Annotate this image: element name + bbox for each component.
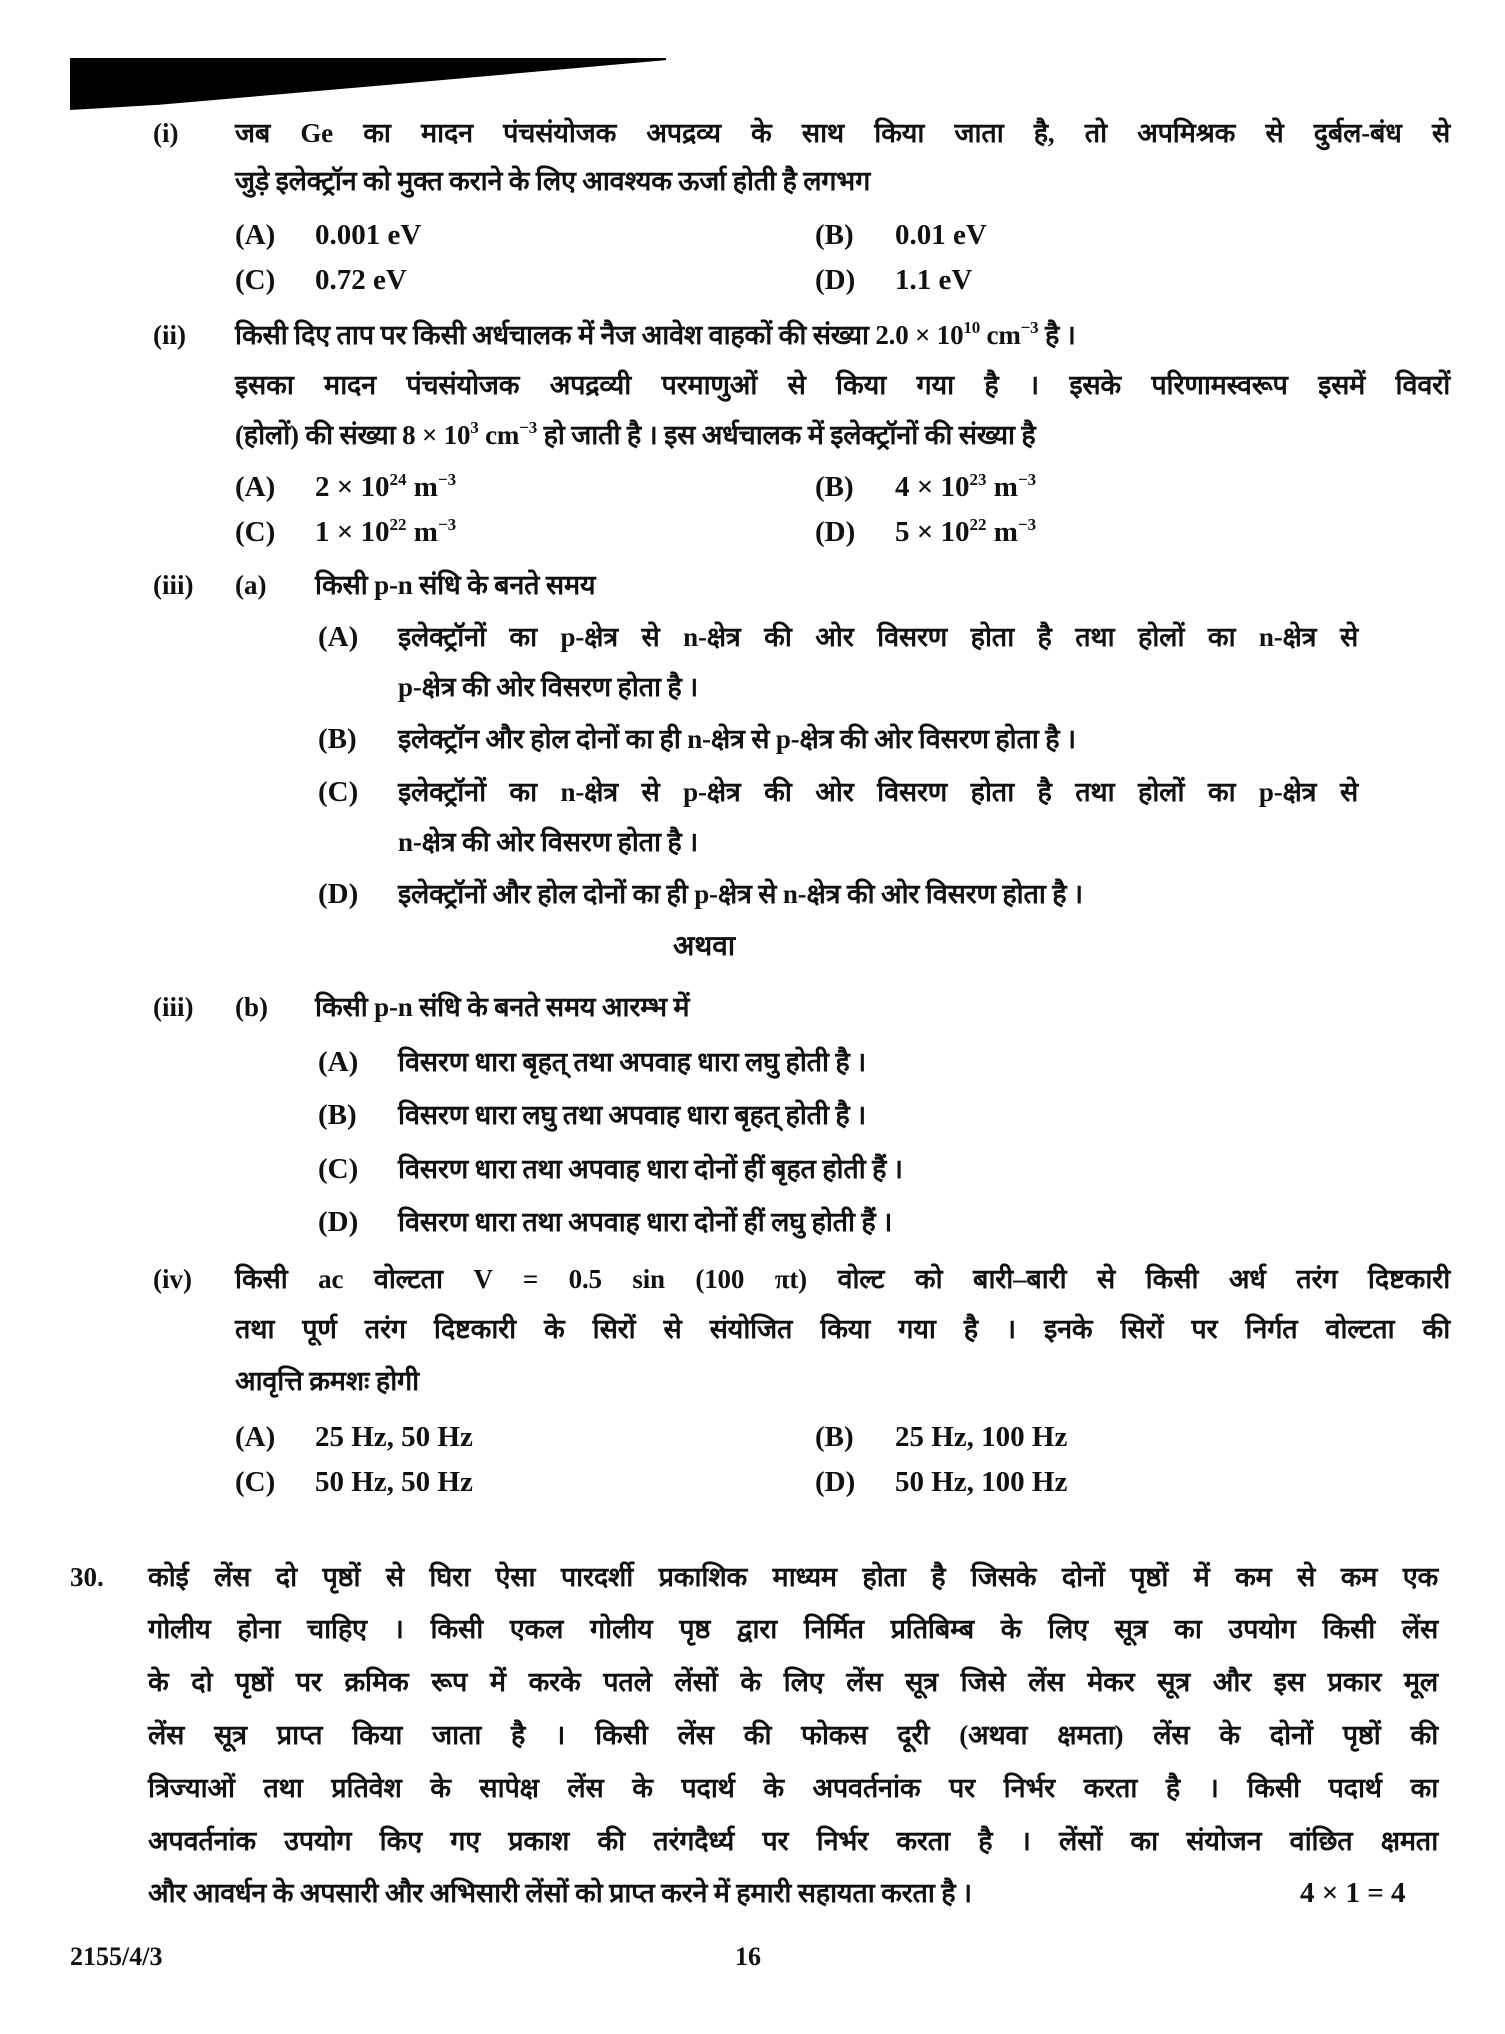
option-a-label: (A) xyxy=(318,1046,359,1078)
option-c-text: विसरण धारा तथा अपवाह धारा दोनों हीं बृहत होती हैं । xyxy=(398,1154,903,1184)
sub-label: (b) xyxy=(235,992,268,1022)
marks: 4 × 1 = 4 xyxy=(1300,1877,1406,1909)
option-b-text: विसरण धारा लघु तथा अपवाह धारा बृहत् होती है । xyxy=(398,1100,867,1130)
option-c-label: (C) xyxy=(318,1153,359,1185)
question-text: जुड़े इलेक्ट्रॉन को मुक्त कराने के लिए आवश्यक ऊर्जा होती है लगभग xyxy=(235,166,871,196)
question-text: जब Ge का मादन पंचसंयोजक अपद्रव्य के साथ किया जाता है, तो अपमिश्रक से दुर्बल-बंध से xyxy=(235,118,1450,148)
question-text: किसी दिए ताप पर किसी अर्धचालक में नैज आवेश वाहकों की संख्या $2.0 \times 10^{10}$ $cm^{-3}$ है । xyxy=(235,318,1076,350)
option-d-text: इलेक्ट्रॉनों और होल दोनों का ही p-क्षेत्र से n-क्षेत्र की ओर विसरण होता है । xyxy=(398,879,1083,909)
option-a-text: विसरण धारा बृहत् तथा अपवाह धारा लघु होती है । xyxy=(398,1047,867,1077)
passage-line: लेंस सूत्र प्राप्त किया जाता है । किसी लेंस की फोकस दूरी (अथवा क्षमता) लेंस के दोनों पृष्ठों की xyxy=(148,1720,1438,1750)
question-number: (iii) xyxy=(153,570,194,600)
question-text: किसी p-n संधि के बनते समय आरम्भ में xyxy=(315,992,690,1022)
question-text: किसी ac वोल्टता V = 0.5 sin (100 πt) वोल्ट को बारी–बारी से किसी अर्ध तरंग दिष्टकारी xyxy=(235,1264,1450,1294)
option-b: (B) 25 Hz, 100 Hz xyxy=(815,1421,1068,1453)
passage-line: अपवर्तनांक उपयोग किए गए प्रकाश की तरंगदैर्ध्य पर निर्भर करता है । लेंसों का संयोजन वांछित क्षमता xyxy=(148,1826,1438,1856)
option-d: (D) 50 Hz, 100 Hz xyxy=(815,1466,1068,1498)
option-a: (A) 0.001 eV xyxy=(235,219,422,251)
option-b: (B) $4 \times 10^{23}$ $m^{-3}$ xyxy=(815,470,1037,503)
option-d-label: (D) xyxy=(318,878,359,910)
question-text: तथा पूर्ण तरंग दिष्टकारी के सिरों से संयोजित किया गया है । इनके सिरों पर निर्गत वोल्टता की xyxy=(235,1314,1450,1344)
passage-line: और आवर्धन के अपसारी और अभिसारी लेंसों को प्राप्त करने में हमारी सहायता करता है । xyxy=(148,1878,972,1908)
page-number: 16 xyxy=(735,1942,761,1971)
option-c-label: (C) xyxy=(318,776,359,808)
option-d-label: (D) xyxy=(318,1206,359,1238)
question-text: आवृत्ति क्रमशः होगी xyxy=(235,1366,419,1396)
question-text: (होलों) की संख्या $8 \times 10^3$ $cm^{-3}$ हो जाती है । इस अर्धचालक में इलेक्ट्रॉनों की संख्या है xyxy=(235,418,1036,450)
question-number: (iii) xyxy=(153,992,194,1022)
paper-code: 2155/4/3 xyxy=(70,1942,163,1971)
option-a: (A) 25 Hz, 50 Hz xyxy=(235,1421,473,1453)
passage-line: त्रिज्याओं तथा प्रतिवेश के सापेक्ष लेंस के पदार्थ के अपवर्तनांक पर निर्भर करता है । किसी पदार्थ का xyxy=(148,1773,1438,1803)
option-b-label: (B) xyxy=(318,723,357,755)
question-number: 30. xyxy=(70,1562,104,1592)
option-a-text: p-क्षेत्र की ओर विसरण होता है । xyxy=(398,672,699,702)
question-text: इसका मादन पंचसंयोजक अपद्रव्यी परमाणुओं से किया गया है । इसके परिणामस्वरूप इसमें विवरों xyxy=(235,370,1450,400)
option-d-text: विसरण धारा तथा अपवाह धारा दोनों हीं लघु होती हैं । xyxy=(398,1207,893,1237)
question-number: (ii) xyxy=(153,320,186,350)
option-a: (A) $2 \times 10^{24}$ $m^{-3}$ xyxy=(235,470,457,503)
passage-line: कोई लेंस दो पृष्ठों से घिरा ऐसा पारदर्शी प्रकाशिक माध्यम होता है जिसके दोनों पृष्ठों में कम से कम एक xyxy=(148,1562,1438,1592)
option-c: (C) 0.72 eV xyxy=(235,264,407,296)
redaction-bar xyxy=(70,58,666,110)
question-number: (i) xyxy=(153,118,179,148)
option-b-label: (B) xyxy=(318,1099,357,1131)
option-a-text: इलेक्ट्रॉनों का p-क्षेत्र से n-क्षेत्र की ओर विसरण होता है तथा होलों का n-क्षेत्र से xyxy=(398,622,1358,652)
option-c: (C) 50 Hz, 50 Hz xyxy=(235,1466,473,1498)
passage-line: के दो पृष्ठों पर क्रमिक रूप में करके पतले लेंसों के लिए लेंस सूत्र जिसे लेंस मेकर सूत्र और इस प्रकार मूल xyxy=(148,1667,1438,1697)
question-text: किसी p-n संधि के बनते समय xyxy=(315,570,596,600)
sub-label: (a) xyxy=(235,570,267,600)
passage-line: गोलीय होना चाहिए । किसी एकल गोलीय पृष्ठ द्वारा निर्मित प्रतिबिम्ब के लिए सूत्र का उपयोग किसी लेंस xyxy=(148,1614,1438,1644)
option-c-text: n-क्षेत्र की ओर विसरण होता है । xyxy=(398,827,699,857)
option-c-text: इलेक्ट्रॉनों का n-क्षेत्र से p-क्षेत्र की ओर विसरण होता है तथा होलों का p-क्षेत्र से xyxy=(398,777,1358,807)
option-c: (C) $1 \times 10^{22}$ $m^{-3}$ xyxy=(235,515,457,548)
option-b: (B) 0.01 eV xyxy=(815,219,987,251)
question-number: (iv) xyxy=(153,1264,192,1294)
option-d: (D) $5 \times 10^{22}$ $m^{-3}$ xyxy=(815,515,1037,548)
option-a-label: (A) xyxy=(318,621,359,653)
or-separator: अथवा xyxy=(673,931,736,962)
option-d: (D) 1.1 eV xyxy=(815,264,973,296)
option-b-text: इलेक्ट्रॉन और होल दोनों का ही n-क्षेत्र से p-क्षेत्र की ओर विसरण होता है । xyxy=(398,724,1076,754)
